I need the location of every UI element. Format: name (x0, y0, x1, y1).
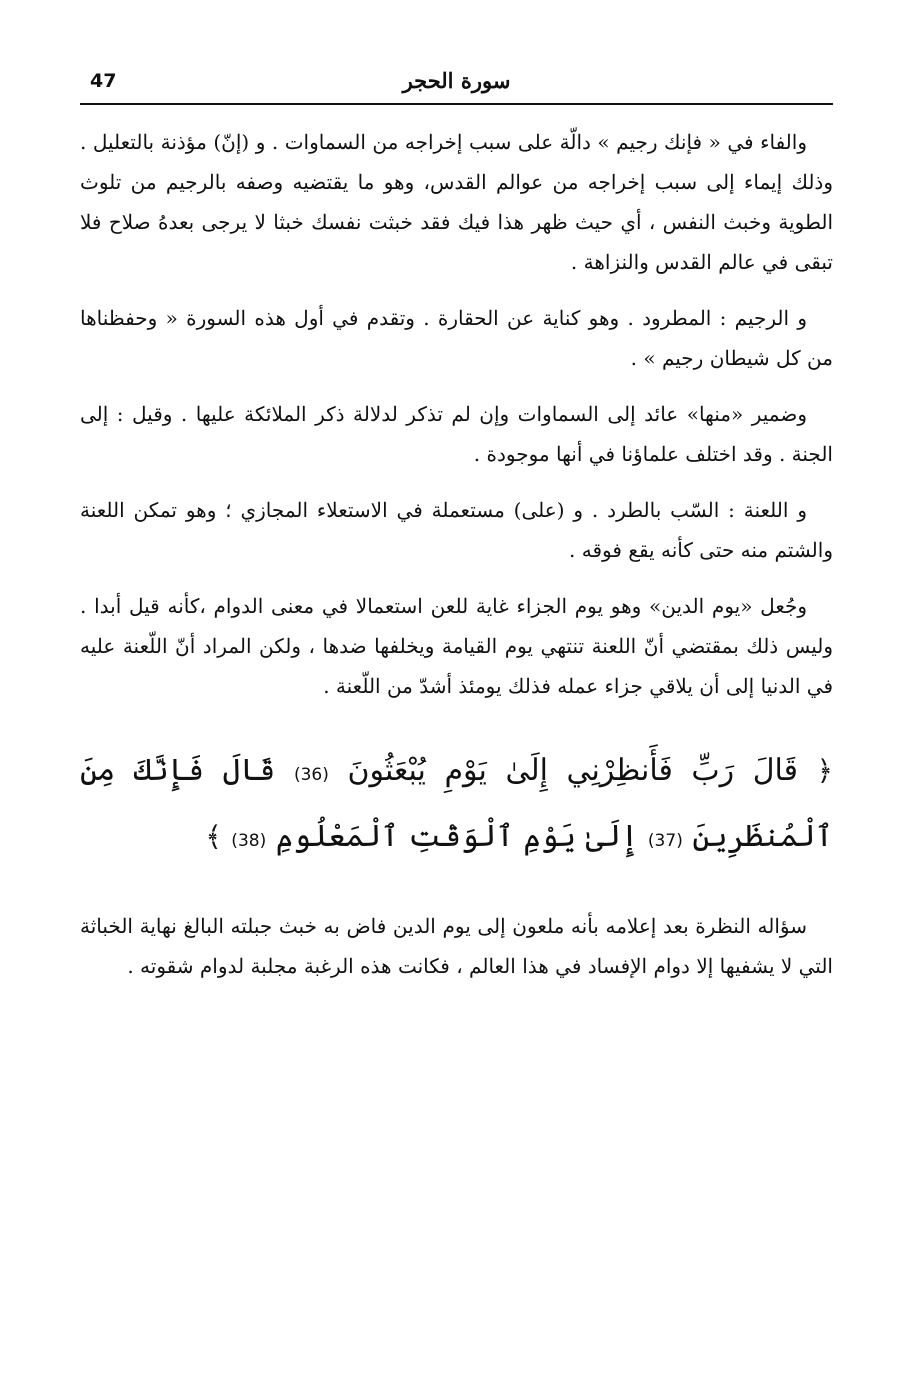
paragraph-1: والفاء في « فإنك رجيم » دالّة على سبب إخراجه من السماوات . و (إنّ) مؤذنة بالتعليل . وذلك إيماء إلى سبب إخراجه من عوالم القدس، وهو ما يقتضيه وصفه بالرجيم من تلوث الطوية وخبث النفس ، أي حيث ظهر هذا فيك فقد خبثت نفسك خبثا لا يرجى بعدهُ صلاح فلا تبقى في عالم القدس والنزاهة . (80, 130, 833, 274)
verse-number-37: (37) (647, 831, 683, 851)
verse-number-38: (38) (231, 831, 267, 851)
paragraph-3: وضمير «منها» عائد إلى السماوات وإن لم تذكر لدلالة ذكر الملائكة عليها . وقيل : إلى الجنة . وقد اختلف علماؤنا في أنها موجودة . (80, 402, 833, 466)
quran-verse-block (80, 740, 833, 872)
paragraph-5: وجُعل «يوم الدين» وهو يوم الجزاء غاية للعن استعمالا في معنى الدوام ،كأنه قيل أبدا . وليس ذلك بمقتضي أنّ اللعنة تنتهي يوم القيامة ويخلفها ضدها ، ولكن المراد أنّ اللّعنة عليه في الدنيا إلى أن يلاقي جزاء عمله فذلك يومئذ أشدّ من اللّعنة . (80, 594, 833, 698)
page-number: 47 (90, 70, 117, 92)
final-paragraph: سؤاله النظرة بعد إعلامه بأنه ملعون إلى يوم الدين فاض به خبث جبلته البالغ نهاية الخباثة التي لا يشفيها إلا دوام الإفساد في هذا العالم ، فكانت هذه الرغبة مجلبة لدوام شقوته . (80, 914, 833, 978)
paragraph-2: و الرجيم : المطرود . وهو كناية عن الحقارة . وتقدم في أول هذه السورة « وحفظناها من كل شيطان رجيم » . (80, 306, 833, 370)
verse-close-ornament: ﴾ (205, 820, 222, 853)
paragraph-4: و اللعنة : السّب بالطرد . و (على) مستعملة في الاستعلاء المجازي ؛ وهو تمكن اللعنة والشتم منه حتى كأنه يقع فوقه . (80, 498, 833, 562)
verse-part-37: قَالَ فَإِنَّكَ مِنَ ٱلْمُنظَرِينَ (80, 753, 833, 854)
verse-number-36: (36) (293, 765, 329, 785)
running-title: سورة الحجر (402, 68, 511, 93)
verse-part-38: إِلَىٰ يَوْمِ ٱلْوَقْتِ ٱلْمَعْلُومِ (275, 819, 639, 854)
verse-part-36: قَالَ رَبِّ فَأَنظِرْنِي إِلَىٰ يَوْمِ يُبْعَثُونَ (347, 753, 799, 788)
header-rule (80, 103, 833, 105)
body-text (80, 122, 833, 1002)
verse-open-ornament: ﴿ (816, 754, 833, 787)
page-header (80, 62, 833, 102)
